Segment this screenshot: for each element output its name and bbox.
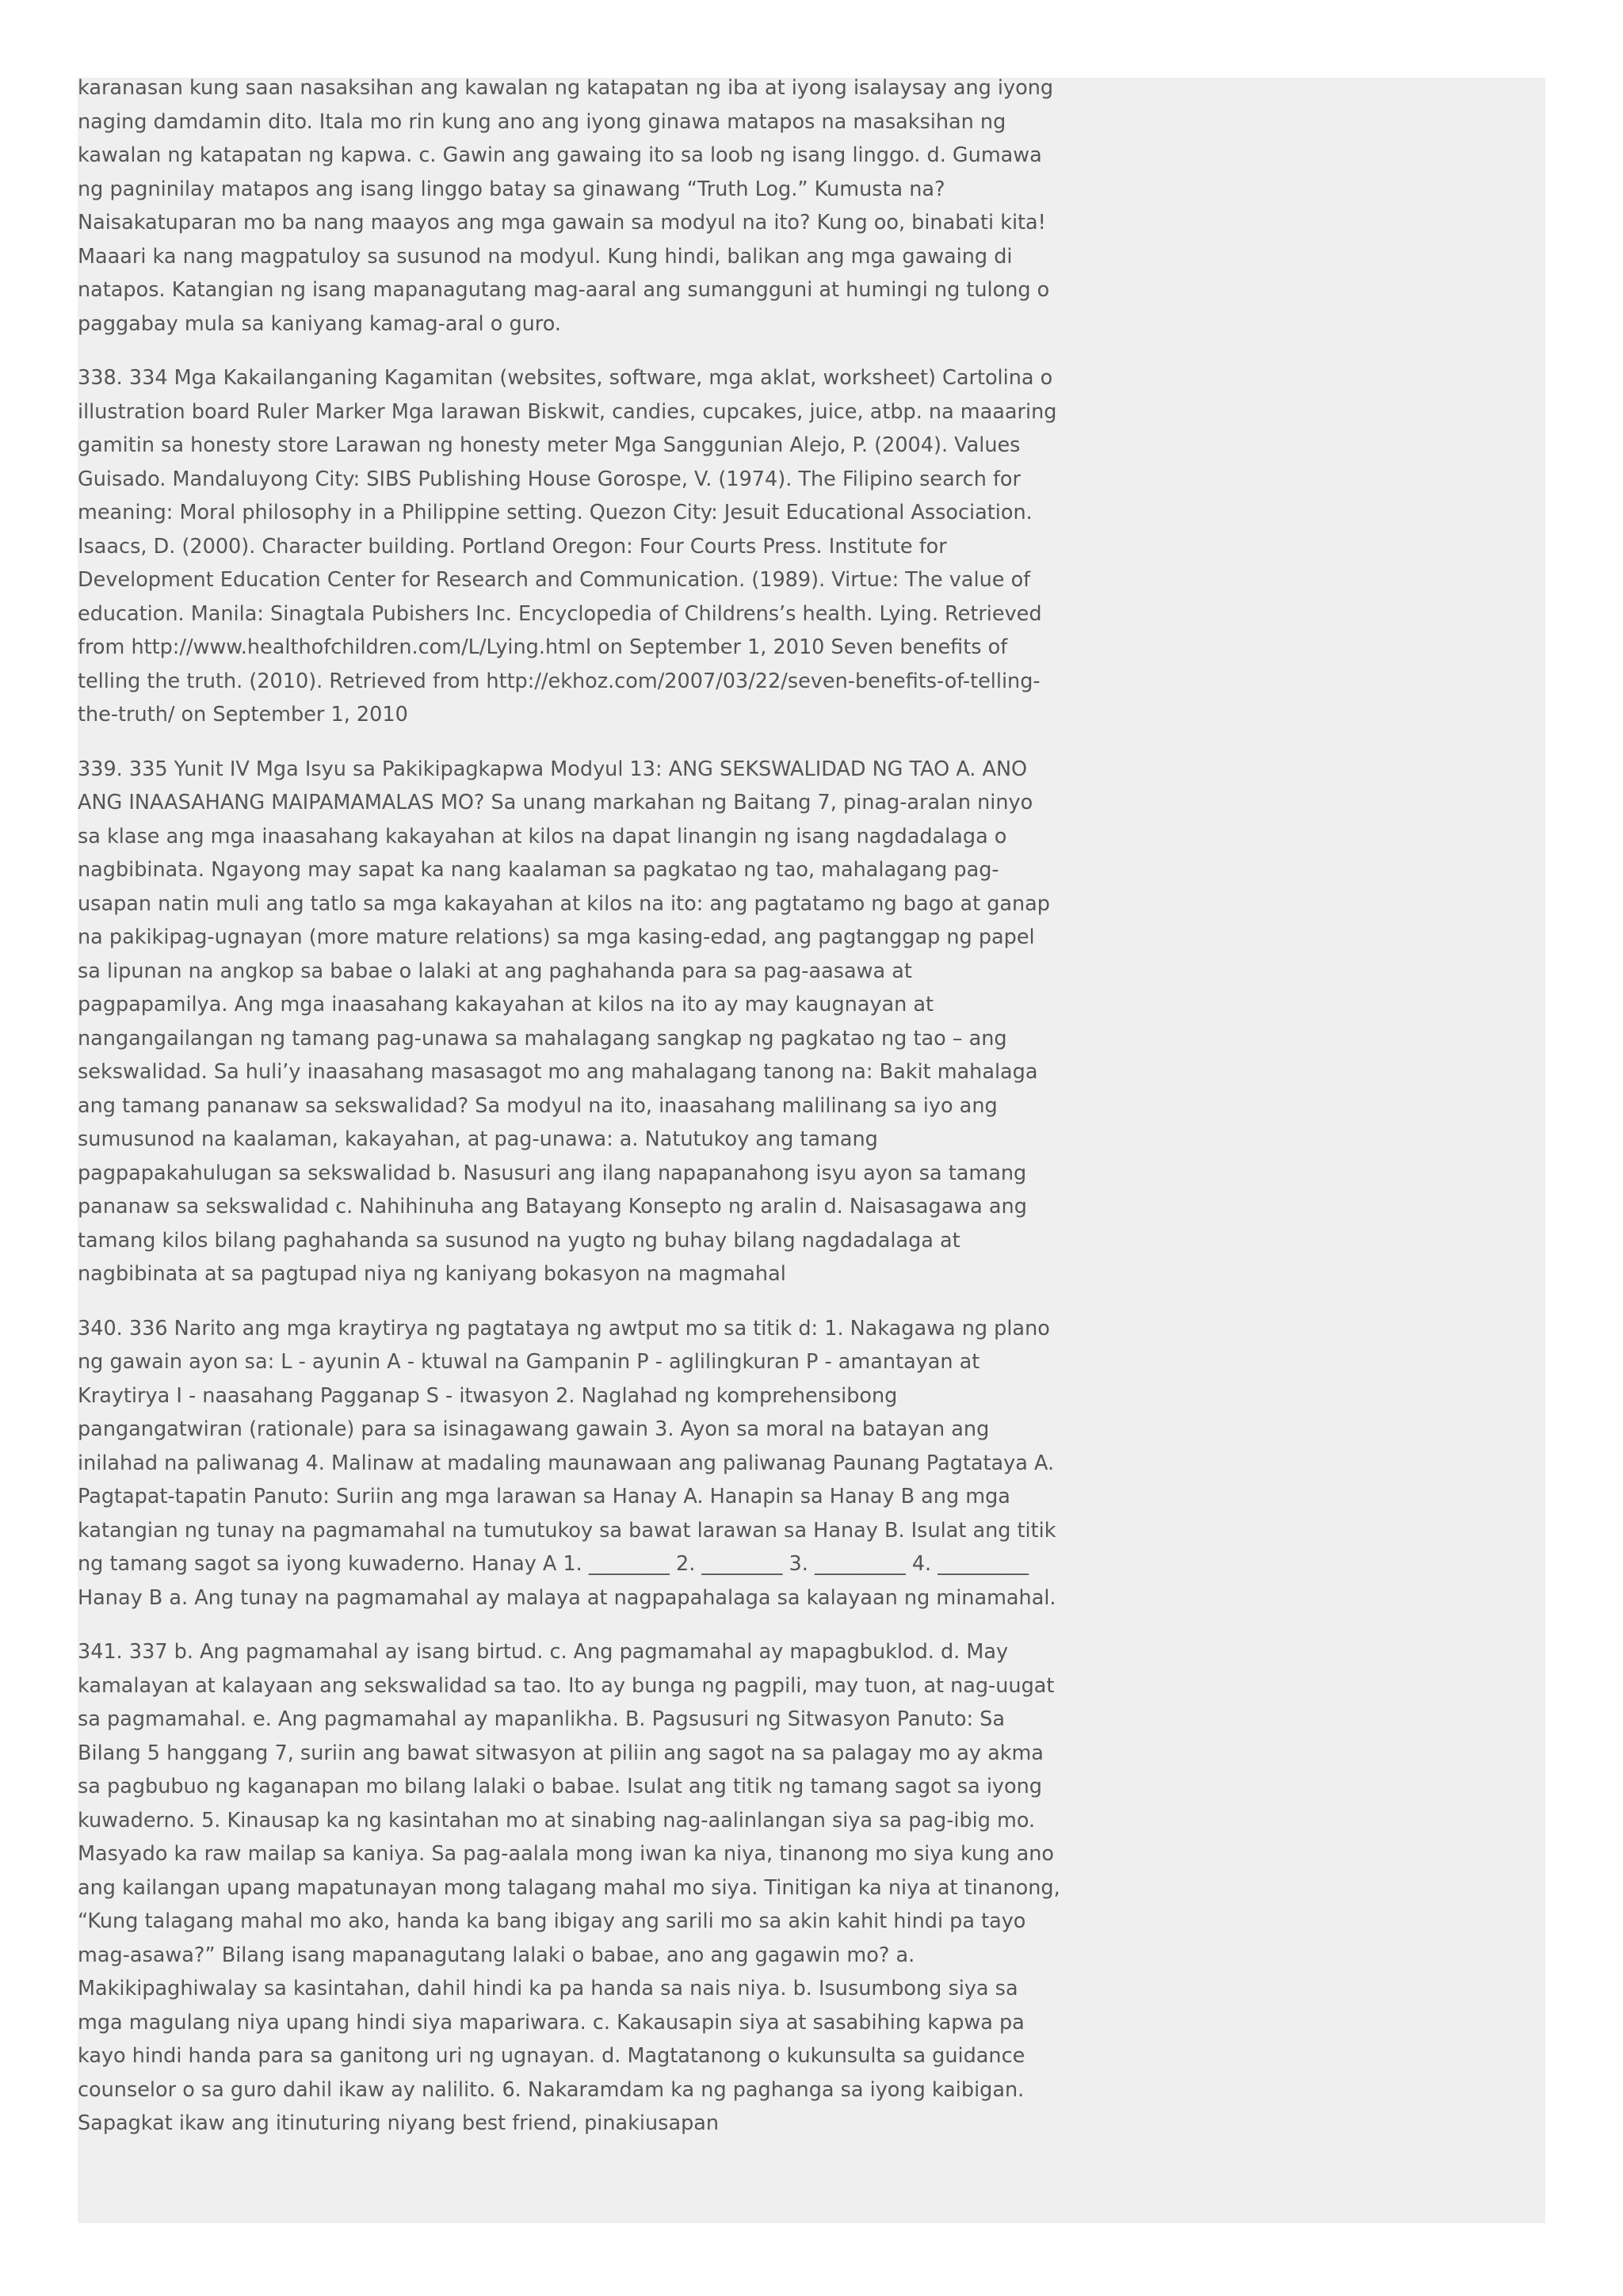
paragraph-341-sitwasyon: 341. 337 b. Ang pagmamahal ay isang birtud. c. Ang pagmamahal ay mapagbuklod. d. May kamalayan at kalayaan ang sekswalidad sa tao. Ito ay bunga ng pagpili, may tuon, at nag-uugat sa pagmamahal. e. Ang pagmamahal ay mapanlikha. B. Pagsusuri ng Sitwasyon Panuto: Sa Bilang 5 hanggang 7, suriin ang bawat sitwasyon at piliin ang sagot na sa palagay mo ay akma sa pagbubuo ng kaganapan mo bilang lalaki o babae. Isulat ang titik ng tamang sagot sa iyong kuwaderno. 5. Kinausap ka ng kasintahan mo at sinabing nag-aalinlangan siya sa pag-ibig mo. Masyado ka raw mailap sa kaniya. Sa pag-aalala mong iwan ka niya, tinanong mo siya kung ano ang kailangan upang mapatunayan mong talagang mahal mo siya. Tinitigan ka niya at tinanong, “Kung talagang mahal mo ako, handa ka bang ibigay ang sarili mo sa akin kahit hindi pa tayo mag-asawa?” Bilang isang mapanagutang lalaki o babae, ano ang gagawin mo? a. Makikipaghiwalay sa kasintahan, dahil hindi ka pa handa sa nais niya. b. Isusumbong siya sa mga magulang niya upang hindi siya mapariwara. c. Kakausapin siya at sasabihing kapwa pa kayo hindi handa para sa ganitong uri ng ugnayan. d. Magtatanong o kukunsulta sa guidance counselor o sa guro dahil ikaw ay nalilito. 6. Nakaramdam ka ng paghanga sa iyong kaibigan. Sapagkat ikaw ang itinuturing niyang best friend, pinakiusapan (78, 1640, 1060, 2135)
paragraph-338-references: 338. 334 Mga Kakailanganing Kagamitan (websites, software, mga aklat, worksheet) Cartolina o illustration board Ruler Marker Mga larawan Biskwit, candies, cupcakes, juice, atbp. na maaaring gamitin sa honesty store Larawan ng honesty meter Mga Sanggunian Alejo, P. (2004). Values Guisado. Mandaluyong City: SIBS Publishing House Gorospe, V. (1974). The Filipino search for meaning: Moral philosophy in a Philippine setting. Quezon City: Jesuit Educational Association. Isaacs, D. (2000). Character building. Portland Oregon: Four Courts Press. Institute for Development Education Center for Research and Communication. (1989). Virtue: The value of education. Manila: Sinagtala Pubishers Inc. Encyclopedia of Childrens’s health. Lying. Retrieved from http://www.healthofchildren.com/L/Lying.html on September 1, 2010 Seven benefits of telling the truth. (2010). Retrieved from http://ekhoz.com/2007/03/22/seven-benefits-of-telling-the-truth/ on September 1, 2010 (78, 366, 1057, 727)
paragraph-340-kraytirya: 340. 336 Narito ang mga kraytirya ng pagtataya ng awtput mo sa titik d: 1. Nakagawa ng plano ng gawain ayon sa: L - ayunin A - ktuwal na Gampanin P - aglilingkuran P - amantayan at Kraytirya I - naasahang Pagganap S - itwasyon 2. Naglahad ng komprehensibong pangangatwiran (rationale) para sa isinagawang gawain 3. Ayon sa moral na batayan ang inilahad na paliwanag 4. Malinaw at madaling maunawaan ang paliwanag Paunang Pagtataya A. Pagtapat-tapatin Panuto: Suriin ang mga larawan sa Hanay A. Hanapin sa Hanay B ang mga katangian ng tunay na pagmamahal na tumutukoy sa bawat larawan sa Hanay B. Isulat ang titik ng tamang sagot sa iyong kuwaderno. Hanay A 1. ________ 2. ________ 3. _________ 4. _________ Hanay B a. Ang tunay na pagmamahal ay malaya at nagpapahalaga sa kalayaan ng minamahal. (78, 1316, 1056, 1610)
document-text-column (78, 78, 1060, 2161)
document-page (78, 78, 1545, 2223)
paragraph-truth-log: karanasan kung saan nasaksihan ang kawalan ng katapatan ng iba at iyong isalaysay ang iyong naging damdamin dito. Itala mo rin kung ano ang iyong ginawa matapos na masaksihan ng kawalan ng katapatan ng kapwa. c. Gawin ang gawaing ito sa loob ng isang linggo. d. Gumawa ng pagninilay matapos ang isang linggo batay sa ginawang “Truth Log.” Kumusta na? Naisakatuparan mo ba nang maayos ang mga gawain sa modyul na ito? Kung oo, binabati kita! Maaari ka nang magpatuloy sa susunod na modyul. Kung hindi, balikan ang mga gawaing di natapos. Katangian ng isang mapanagutang mag-aaral ang sumangguni at humingi ng tulong o paggabay mula sa kaniyang kamag-aral o guro. (78, 78, 1054, 336)
paragraph-339-modyul-13: 339. 335 Yunit IV Mga Isyu sa Pakikipagkapwa Modyul 13: ANG SEKSWALIDAD NG TAO A. ANO ANG INAASAHANG MAIPAMAMALAS MO? Sa unang markahan ng Baitang 7, pinag-aralan ninyo sa klase ang mga inaasahang kakayahan at kilos na dapat linangin ng isang nagdadalaga o nagbibinata. Ngayong may sapat ka nang kaalaman sa pagkatao ng tao, mahalagang pag-usapan natin muli ang tatlo sa mga kakayahan at kilos na ito: ang pagtatamo ng bago at ganap na pakikipag-ugnayan (more mature relations) sa mga kasing-edad, ang pagtanggap ng papel sa lipunan na angkop sa babae o lalaki at ang paghahanda para sa pag-aasawa at pagpapamilya. Ang mga inaasahang kakayahan at kilos na ito ay may kaugnayan at nangangailangan ng tamang pag-unawa sa mahalagang sangkap ng pagkatao ng tao – ang sekswalidad. Sa huli’y inaasahang masasagot mo ang mahalagang tanong na: Bakit mahalaga ang tamang pananaw sa sekswalidad? Sa modyul na ito, inaasahang malilinang sa iyo ang sumusunod na kaalaman, kakayahan, at pag-unawa: a. Natutukoy ang tamang pagpapakahulugan sa sekswalidad b. Nasusuri ang ilang napapanahong isyu ayon sa tamang pananaw sa sekswalidad c. Nahihinuha ang Batayang Konsepto ng aralin d. Naisasagawa ang tamang kilos bilang paghahanda sa susunod na yugto ng buhay bilang nagdadalaga at nagbibinata at sa pagtupad niya ng kaniyang bokasyon na magmahal (78, 757, 1050, 1286)
